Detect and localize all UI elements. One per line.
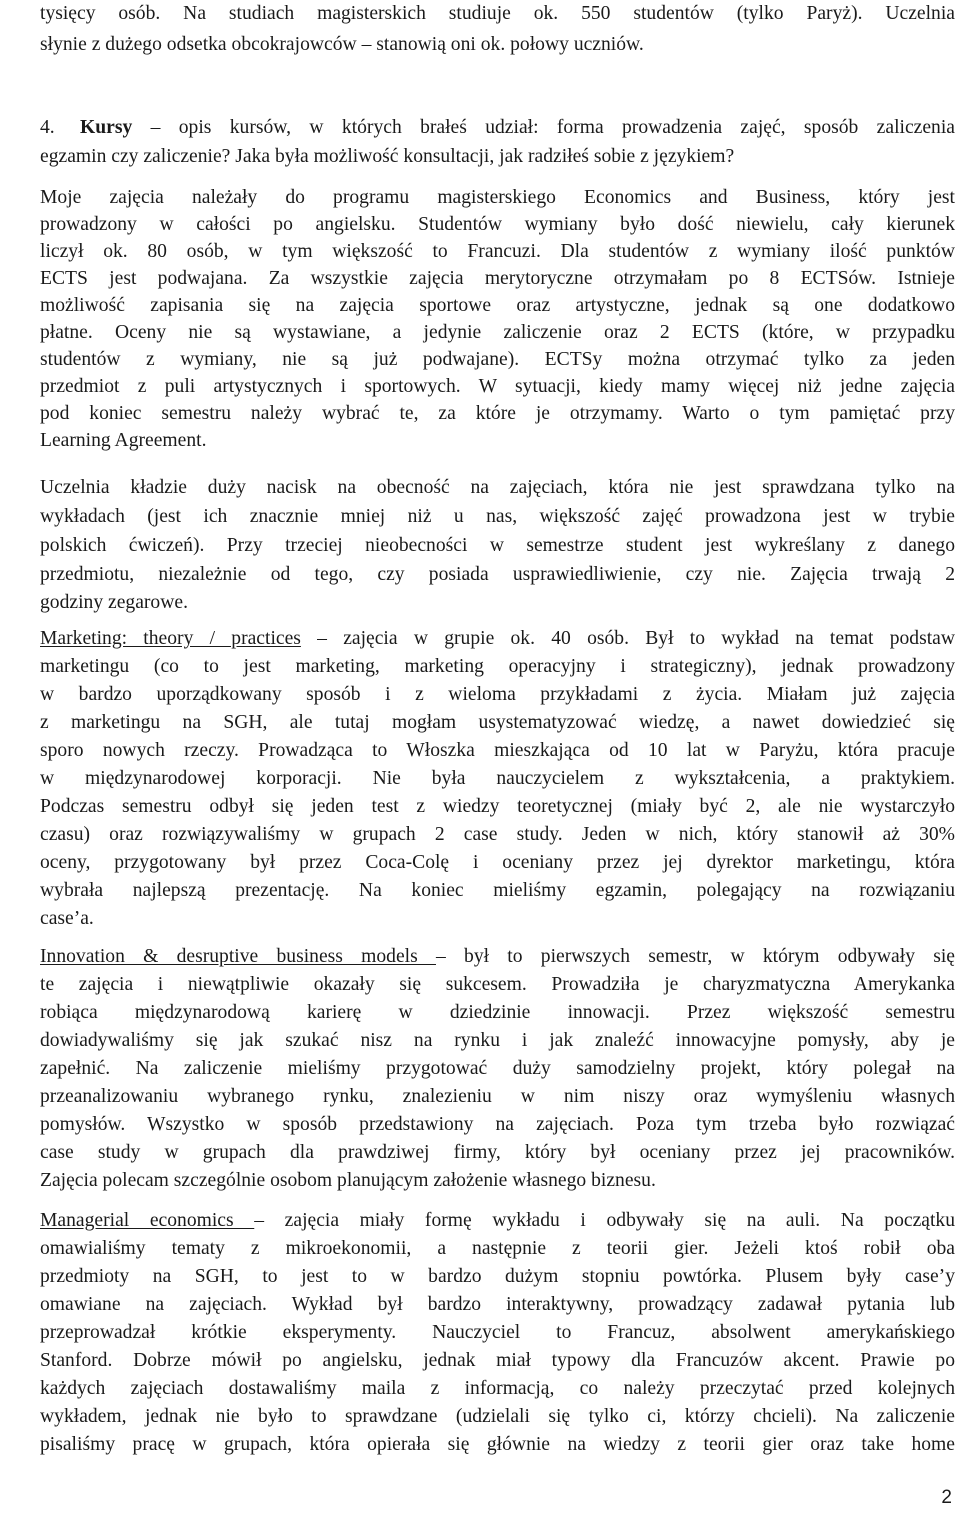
text-line: przeprowadzał krótkie eksperymenty. Nauczyciel to Francuz, absolwent amerykańskiego bbox=[40, 1322, 955, 1343]
text-line: wybrała najlepszą prezentację. Na koniec mieliśmy egzamin, polegający na rozwiązaniu bbox=[40, 880, 955, 901]
text-line: Zajęcia polecam szczególnie osobom planującym założenie własnego biznesu. bbox=[40, 1170, 656, 1191]
text-line: omawialiśmy tematy z mikroekonomii, a następnie z teorii gier. Jeżeli ktoś robił oba bbox=[40, 1238, 955, 1259]
text-line: w bardzo uporządkowany sposób i z wieloma przykładami z życia. Miałam już zajęcia bbox=[40, 684, 955, 705]
text-line: każdych zajęciach dostawaliśmy maila z informacją, co należy przeczytać przed kolejnych bbox=[40, 1378, 955, 1399]
course-heading-managerial-economics: Managerial economics bbox=[40, 1210, 255, 1231]
text-line: Moje zajęcia należały do programu magisterskiego Economics and Business, który jest bbox=[40, 187, 955, 208]
text-line: przeanalizowaniu wybranego rynku, znalezieniu w nim niszy oraz wymyśleniu własnych bbox=[40, 1086, 955, 1107]
text-line: pisaliśmy pracę w grupach, która opierała się głównie na wiedzy z teorii gier oraz take home bbox=[40, 1434, 955, 1455]
text-line: marketingu (co to jest marketing, marketing operacyjny i strategiczny), jednak prowadzony bbox=[40, 656, 955, 677]
section-description: – opis kursów, w których brałeś udział: forma prowadzenia zajęć, sposób zaliczenia bbox=[132, 117, 955, 138]
text-line bbox=[40, 625, 955, 652]
text-line: pomysłów. Wszystko w sposób przedstawiony na zajęciach. Poza tym trzeba było rozwiązać bbox=[40, 1114, 955, 1135]
text-line: oceny, przygotowany był przez Coca-Colę i oceniany przez jej dyrektor marketingu, która bbox=[40, 852, 955, 873]
text-line: Learning Agreement. bbox=[40, 430, 207, 451]
section-title: Kursy bbox=[80, 117, 133, 138]
course-intro: – był to pierwszych semestr, w którym odbywały się bbox=[435, 946, 955, 967]
text-line: czasu) oraz rozwiązywaliśmy w grupach 2 case study. Jeden w nich, który stanowił aż 30% bbox=[40, 824, 955, 845]
text-line: godziny zegarowe. bbox=[40, 592, 188, 613]
course-heading-innovation: Innovation & desruptive business models bbox=[40, 946, 436, 967]
section-heading bbox=[40, 114, 955, 141]
text-line: w międzynarodowej korporacji. Nie była nauczycielem z wykształcenia, a praktykiem. bbox=[40, 768, 955, 789]
section-question: egzamin czy zaliczenie? Jaka była możliwość konsultacji, jak radziłeś sobie z językiem? bbox=[40, 146, 735, 167]
text-line: studentów z wymiany, nie są już podwajane). ECTSy można otrzymać tylko za jeden bbox=[40, 349, 955, 370]
text-line: robiąca międzynarodową karierę w dziedzinie innowacji. Przez większość semestru bbox=[40, 1002, 955, 1023]
text-line: możliwość zapisania się na zajęcia sportowe oraz artystyczne, jednak są one dodatkowo bbox=[40, 295, 955, 316]
course-heading-marketing: Marketing: theory / practices bbox=[40, 628, 301, 649]
text-line: wykładach (jest ich znacznie mniej niż u nas, większość zajęć prowadzona jest w trybie bbox=[40, 506, 955, 527]
text-line: polskich ćwiczeń). Przy trzeciej nieobecności w semestrze student jest wykreślany z danego bbox=[40, 535, 955, 556]
text-line: liczył ok. 80 osób, w tym większość to Francuzi. Dla studentów z wymiany ilość punktów bbox=[40, 241, 955, 262]
text-line: sporo nowych rzeczy. Prowadząca to Włoszka mieszkająca od 10 lat w Paryżu, która pracuje bbox=[40, 740, 955, 761]
text-line: ECTS jest podwajana. Za wszystkie zajęcia merytoryczne otrzymałam po 8 ECTSów. Istnieje bbox=[40, 268, 955, 289]
text-line: case study w grupach dla prawdziwej firmy, który był oceniany przez jej pracowników. bbox=[40, 1142, 955, 1163]
page-number: 2 bbox=[941, 1487, 952, 1508]
text-line: omawiane na zajęciach. Wykład był bardzo interaktywny, prowadzący zadawał pytania lub bbox=[40, 1294, 955, 1315]
text-line: przedmioty na SGH, to jest to w bardzo dużym stopniu powtórka. Plusem były case’y bbox=[40, 1266, 955, 1287]
text-line: case’a. bbox=[40, 908, 94, 929]
text-line bbox=[40, 1207, 955, 1234]
text-line: Uczelnia kładzie duży nacisk na obecność na zajęciach, która nie jest sprawdzana tylko na bbox=[40, 477, 955, 498]
text-line: tysięcy osób. Na studiach magisterskich studiuje ok. 550 studentów (tylko Paryż). Uczelnia bbox=[40, 3, 955, 24]
text-line bbox=[40, 943, 955, 970]
text-line: wykładem, jednak nie było to sprawdzane (udzielali się tylko ci, którzy chcieli). Na zaliczenie bbox=[40, 1406, 955, 1427]
text-line: prowadzony w całości po angielsku. Studentów wymiany było dość niewielu, cały kierunek bbox=[40, 214, 955, 235]
text-line: zapełnić. Na zaliczenie mieliśmy przygotować duży samodzielny projekt, który polegał na bbox=[40, 1058, 955, 1079]
course-intro: – zajęcia miały formę wykładu i odbywały się na auli. Na początku bbox=[254, 1210, 955, 1231]
text-line: te zajęcia i niewątpliwie okazały się sukcesem. Prowadziła je charyzmatyczna Amerykanka bbox=[40, 974, 955, 995]
text-line: słynie z dużego odsetka obcokrajowców – stanowią oni ok. połowy uczniów. bbox=[40, 34, 644, 55]
text-line: Stanford. Dobrze mówił po angielsku, jednak miał typowy dla Francuzów akcent. Prawie po bbox=[40, 1350, 955, 1371]
text-line: przedmiot z puli artystycznych i sportowych. W sytuacji, kiedy mamy więcej niż jedne zajęcia bbox=[40, 376, 955, 397]
text-line: dowiadywaliśmy się jak szukać nisz na rynku i jak znaleźć innowacyjne pomysły, aby je bbox=[40, 1030, 955, 1051]
text-line: pod koniec semestru należy wybrać te, za które je otrzymamy. Warto o tym pamiętać przy bbox=[40, 403, 955, 424]
section-number: 4. bbox=[40, 117, 55, 138]
course-intro: – zajęcia w grupie ok. 40 osób. Był to wykład na temat podstaw bbox=[300, 628, 955, 649]
text-line: z marketingu na SGH, ale tutaj mogłam usystematyzować wiedzę, a nawet dowiedzieć się bbox=[40, 712, 955, 733]
text-line: przedmiotu, niezależnie od tego, czy posiada usprawiedliwienie, czy nie. Zajęcia trwają 2 bbox=[40, 564, 955, 585]
text-line: Podczas semestru odbył się jeden test z wiedzy teoretycznej (miały być 2, ale nie wystarczyło bbox=[40, 796, 955, 817]
text-line: płatne. Oceny nie są wystawiane, a jedynie zaliczenie oraz 2 ECTS (które, w przypadku bbox=[40, 322, 955, 343]
